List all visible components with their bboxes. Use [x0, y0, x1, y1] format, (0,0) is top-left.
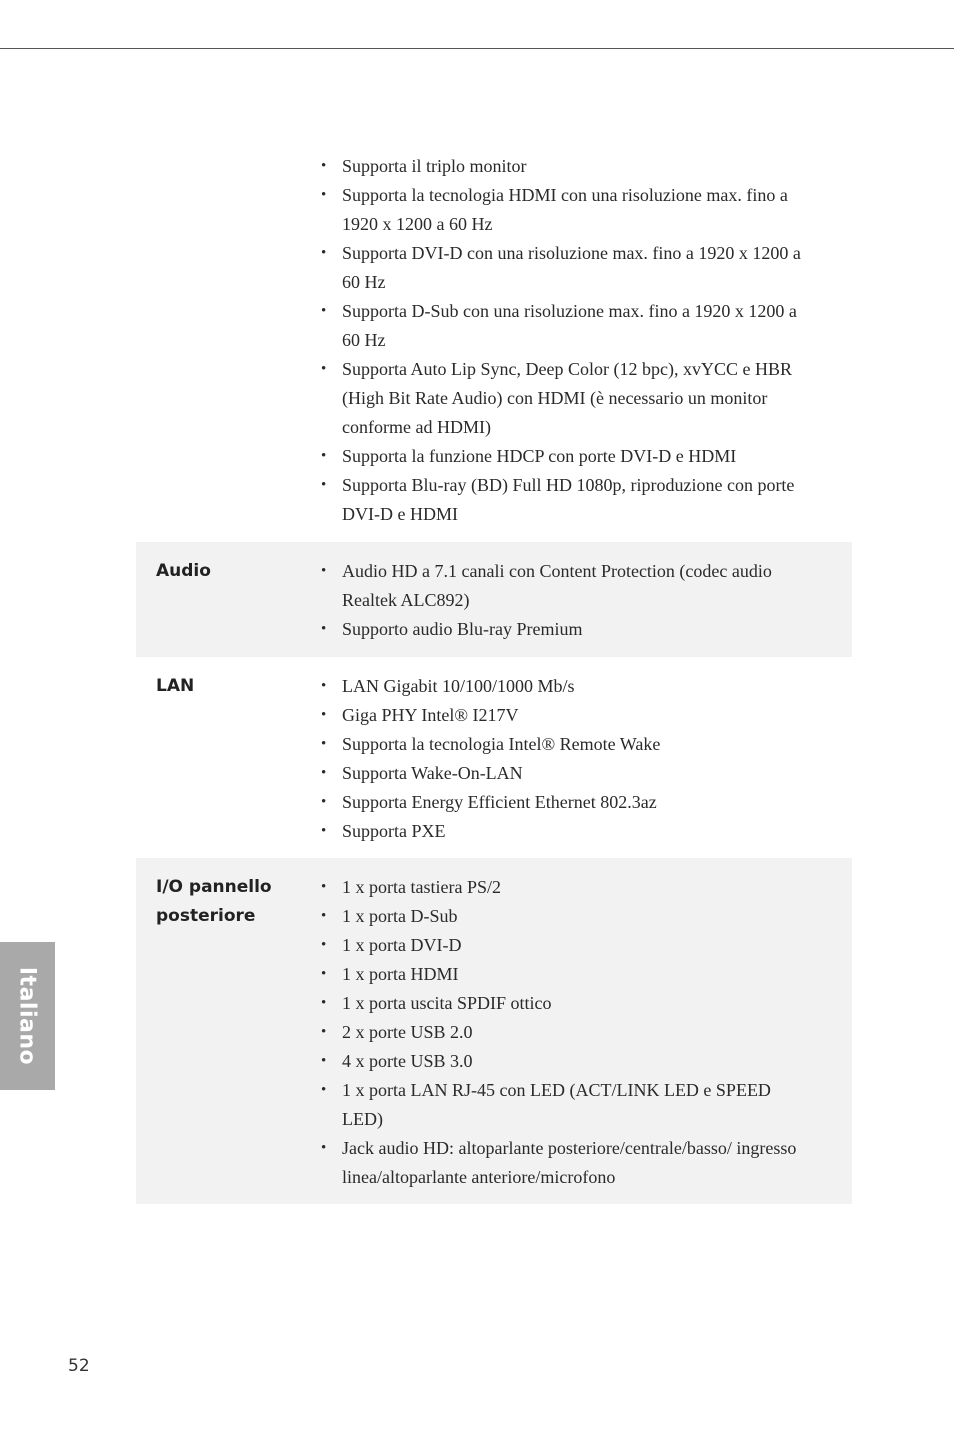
- language-tab-label: Italiano: [14, 966, 40, 1066]
- list-item: • 4 x porte USB 3.0: [302, 1047, 812, 1076]
- spec-row-io-panel: [136, 858, 852, 1204]
- spec-row-lan: [136, 657, 852, 858]
- list-item: • Supporta la funzione HDCP con porte DVI-D e HDMI: [302, 442, 812, 471]
- graphics-feature-list: [302, 152, 812, 529]
- page-number: 52: [68, 1356, 90, 1376]
- audio-label: Audio: [156, 561, 211, 581]
- list-item: • 1 x porta D-Sub: [302, 902, 812, 931]
- list-item: • 1 x porta uscita SPDIF ottico: [302, 989, 812, 1018]
- list-item: • Audio HD a 7.1 canali con Content Protection (codec audio Realtek ALC892): [302, 557, 812, 615]
- language-side-tab: [0, 942, 55, 1090]
- list-item: • Supporta D-Sub con una risoluzione max. fino a 1920 x 1200 a 60 Hz: [302, 297, 812, 355]
- spec-row-audio: [136, 542, 852, 657]
- list-item: • Jack audio HD: altoparlante posteriore/centrale/basso/ ingresso linea/altoparlante anteriore/microfono: [302, 1134, 812, 1192]
- list-item: • Supporta PXE: [302, 817, 812, 846]
- header-rule: [0, 48, 954, 49]
- list-item: • Supporta Blu-ray (BD) Full HD 1080p, riproduzione con porte DVI-D e HDMI: [302, 471, 812, 529]
- spec-table: [136, 152, 852, 1204]
- list-item: • 1 x porta LAN RJ-45 con LED (ACT/LINK LED e SPEED LED): [302, 1076, 812, 1134]
- list-item: • Supporta Auto Lip Sync, Deep Color (12 bpc), xvYCC e HBR (High Bit Rate Audio) con HDMI (è necessario un monitor conforme ad HDMI): [302, 355, 812, 442]
- list-item: • Supporto audio Blu-ray Premium: [302, 615, 812, 644]
- list-item: • Supporta Energy Efficient Ethernet 802.3az: [302, 788, 812, 817]
- list-item: • Giga PHY Intel® I217V: [302, 701, 812, 730]
- lan-label: LAN: [156, 676, 195, 696]
- spec-row-label: [136, 152, 302, 529]
- spec-row-graphics: [136, 152, 852, 542]
- io-panel-label: I/O pannello posteriore: [156, 877, 272, 926]
- list-item: • Supporta Wake-On-LAN: [302, 759, 812, 788]
- audio-feature-list: [302, 557, 812, 644]
- list-item: • 1 x porta DVI-D: [302, 931, 812, 960]
- io-panel-feature-list: [302, 873, 812, 1192]
- list-item: • Supporta DVI-D con una risoluzione max. fino a 1920 x 1200 a 60 Hz: [302, 239, 812, 297]
- list-item: • Supporta la tecnologia HDMI con una risoluzione max. fino a 1920 x 1200 a 60 Hz: [302, 181, 812, 239]
- list-item: • 2 x porte USB 2.0: [302, 1018, 812, 1047]
- lan-feature-list: [302, 672, 812, 846]
- list-item: • Supporta il triplo monitor: [302, 152, 812, 181]
- list-item: • 1 x porta HDMI: [302, 960, 812, 989]
- list-item: • 1 x porta tastiera PS/2: [302, 873, 812, 902]
- list-item: • LAN Gigabit 10/100/1000 Mb/s: [302, 672, 812, 701]
- list-item: • Supporta la tecnologia Intel® Remote Wake: [302, 730, 812, 759]
